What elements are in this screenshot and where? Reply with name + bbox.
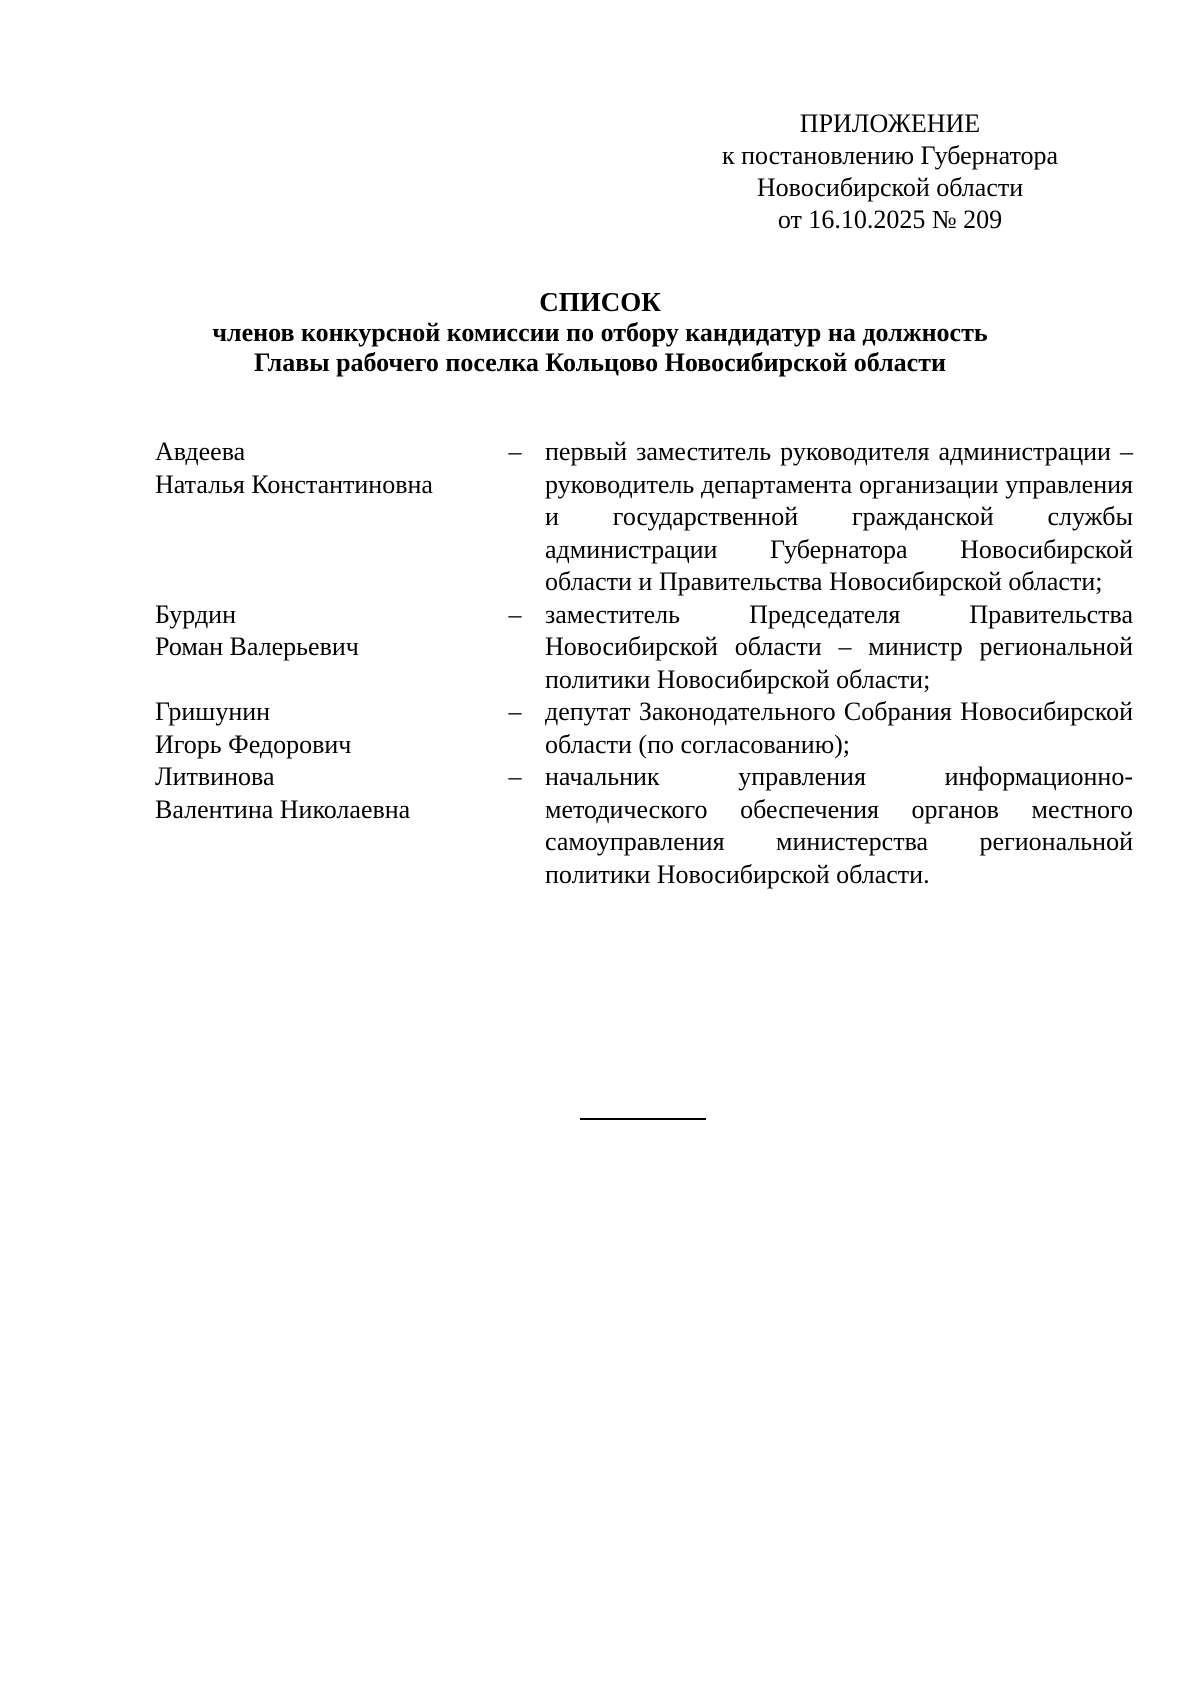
annex-title: ПРИЛОЖЕНИЕ	[799, 109, 981, 138]
member-surname: Авдеева	[155, 437, 246, 466]
document-heading	[0, 286, 1200, 378]
member-dash: –	[508, 437, 522, 466]
closing-rule	[580, 1118, 706, 1120]
member-name	[155, 436, 495, 501]
document-title: СПИСОК	[539, 287, 661, 317]
member-name	[155, 696, 495, 761]
member-position: заместитель Председателя Правительства Новосибирской области – министр региональной политики Новосибирской области;	[545, 599, 1133, 694]
member-row	[155, 696, 1135, 761]
member-surname: Гришунин	[155, 697, 271, 726]
member-dash: –	[508, 599, 522, 629]
member-surname: Бурдин	[155, 599, 236, 629]
member-row	[155, 761, 1135, 891]
member-position: депутат Законодательного Собрания Новосибирской области (по согласованию);	[545, 697, 1133, 759]
member-list	[155, 436, 1135, 891]
member-surname: Литвинова	[155, 762, 275, 791]
member-position: начальник управления информационно-методического обеспечения органов местного самоуправления министерства региональной политики Новосибирской области.	[545, 762, 1133, 889]
member-given-names: Игорь Федорович	[155, 729, 352, 759]
member-given-names: Роман Валерьевич	[155, 632, 359, 661]
document-subtitle-line-1: членов конкурсной комиссии по отбору кандидатур на должность	[212, 318, 988, 347]
member-name	[155, 761, 495, 826]
member-row	[155, 599, 1135, 697]
member-dash: –	[508, 762, 522, 791]
member-position: первый заместитель руководителя администрации – руководитель департамента организации управления и государственной гражданской службы администрации Губернатора Новосибирской области и Правительства Новосибирской области;	[545, 437, 1133, 596]
annex-reference: к постановлению Губернатора	[721, 141, 1059, 170]
annex-header	[700, 108, 1080, 236]
document-subtitle-line-2: Главы рабочего поселка Кольцово Новосибирской области	[254, 348, 946, 377]
member-dash: –	[508, 697, 522, 726]
member-given-names: Наталья Константиновна	[155, 469, 433, 499]
member-row	[155, 436, 1135, 599]
annex-date-number: от 16.10.2025 № 209	[777, 205, 1003, 234]
member-given-names: Валентина Николаевна	[155, 794, 411, 824]
annex-region: Новосибирской области	[756, 173, 1024, 202]
member-name	[155, 599, 495, 664]
